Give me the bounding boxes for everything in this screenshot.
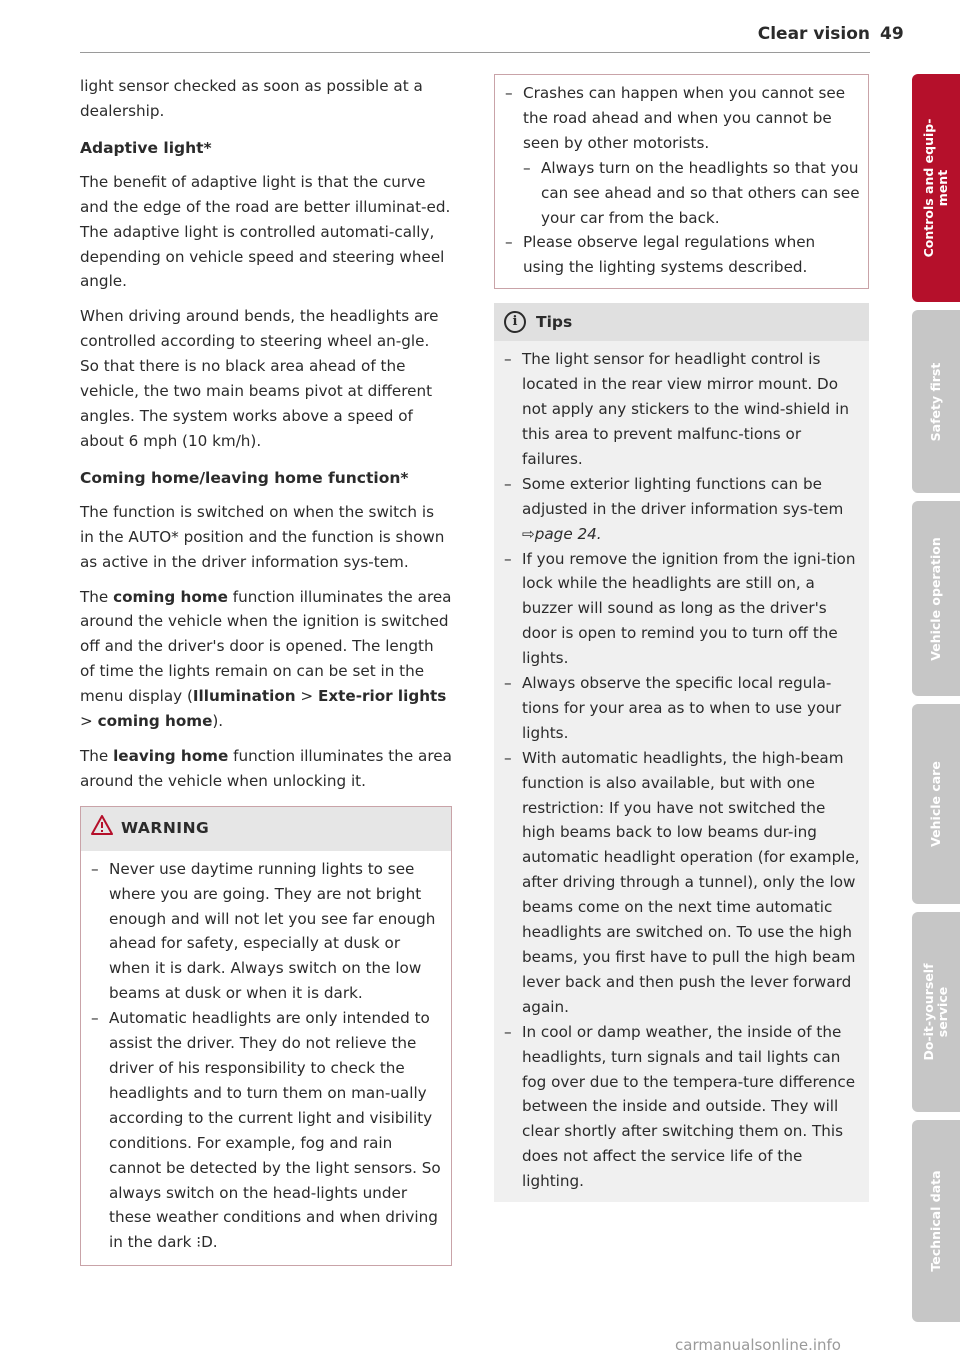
sub-list: [523, 156, 860, 231]
warning-box-continued: [494, 74, 869, 289]
side-tab-label: Technical data: [928, 1170, 943, 1272]
paragraph: light sensor checked as soon as possible at a dealership.: [80, 77, 423, 120]
list-item: – Automatic headlights are only intended to assist the driver. They do not relieve the driver of his responsibility to check the headlights and to turn them on man-ually according to the current light and visibility conditions. For example, fog and rain cannot be detected by the light sensors. So always switch on the head-lights under these weather conditions and when driving in the dark ⁝D.: [91, 1006, 443, 1255]
tips-list: [504, 347, 861, 1194]
list-item: – With automatic headlights, the high-beam function is also available, but with one restriction: If you have not switched the high beams back to low beams dur-ing automatic headlight operation (for example, after driving through a tunnel), only the low beams come on the next time automatic headlights are switched on. To use the high beams, you first have to pull the high beam lever back and then push the lever forward again.: [504, 746, 861, 1020]
side-tab-label: Safety first: [928, 362, 943, 441]
term-leaving-home: leaving home: [113, 746, 229, 765]
menu-illumination: Illumination: [192, 687, 296, 706]
warning-header: [81, 807, 451, 851]
left-column: [80, 74, 452, 1266]
paragraph-coming-home: [80, 585, 452, 734]
menu-exterior-lights: Exte-rior lights: [317, 687, 447, 706]
text: The: [80, 587, 114, 606]
side-tab-do-it-yourself[interactable]: [912, 912, 960, 1112]
term-coming-home: coming home: [113, 587, 228, 606]
tips-header: [494, 303, 869, 341]
side-tab-label: Do-it-yourself service: [921, 963, 950, 1061]
warning-box: [80, 806, 452, 1267]
list-item-text: Some exterior lighting functions can be adjusted in the driver information sys-tem: [522, 474, 844, 518]
header-divider: [80, 52, 870, 53]
warning-list: [505, 81, 860, 280]
side-tab-safety-first[interactable]: [912, 310, 960, 493]
side-tab-vehicle-care[interactable]: [912, 704, 960, 904]
info-icon: i: [504, 311, 526, 333]
side-tab-label: Vehicle care: [928, 761, 943, 847]
warning-title: WARNING: [121, 819, 210, 838]
side-tab-label: Controls and equip- ment: [921, 118, 950, 258]
list-item-text: Crashes can happen when you cannot see the road ahead and when you cannot be seen by other motorists.: [523, 84, 846, 152]
list-item: – Please observe legal regulations when using the lighting systems described.: [505, 230, 860, 280]
right-column: [494, 74, 869, 1202]
text: ).: [212, 712, 224, 731]
menu-separator: >: [295, 687, 318, 706]
list-item: – Always observe the specific local regula-tions for your area as to when to use your lights.: [504, 671, 861, 746]
menu-separator: >: [80, 712, 98, 731]
heading-coming-home: Coming home/leaving home function*: [80, 468, 409, 487]
list-item: – The light sensor for headlight control is located in the rear view mirror mount. Do not apply any stickers to the wind-shield in this area to prevent malfunc-tions or failures.: [504, 347, 861, 472]
list-item: – Never use daytime running lights to see where you are going. They are not bright enough and will not let you see far enough ahead for safety, especially at dusk or when it is dark. Always switch on the low beams at dusk or when it is dark.: [91, 857, 443, 1006]
tips-title: Tips: [536, 312, 573, 331]
paragraph: When driving around bends, the headlights are controlled according to steering wheel an-gle. So that there is no black area ahead of the vehicle, the two main beams pivot at different angles. The system works above a speed of about 6 mph (10 km/h).: [80, 307, 439, 450]
side-tab-controls[interactable]: [912, 74, 960, 302]
list-item: – If you remove the ignition from the igni-tion lock while the headlights are still on, a buzzer will sound as long as the driver's door is open to remind you to turn off the lights.: [504, 547, 861, 672]
heading-adaptive-light: Adaptive light*: [80, 138, 212, 157]
warning-triangle-icon: [91, 815, 113, 843]
text: The: [80, 746, 114, 765]
menu-coming-home: coming home: [97, 712, 213, 731]
tips-box: [494, 303, 869, 1202]
list-item: – In cool or damp weather, the inside of the headlights, turn signals and tail lights can fog over due to the tempera-ture difference between the inside and outside. They will clear shortly after switching them on. This does not affect the service life of the lighting.: [504, 1020, 861, 1194]
list-item: [504, 472, 861, 547]
list-item: [505, 81, 860, 230]
warning-list: [91, 857, 443, 1256]
list-item: – Always turn on the headlights so that you can see ahead and so that others can see your car from the back.: [523, 156, 860, 231]
side-tab-label: Vehicle operation: [928, 536, 943, 661]
page-reference-link[interactable]: ⇨page 24.: [522, 524, 602, 543]
header-title: Clear vision: [757, 24, 870, 44]
page-number: 49: [880, 24, 904, 44]
paragraph: The benefit of adaptive light is that the curve and the edge of the road are better illuminat-ed. The adaptive light is controlled automati-cally, depending on vehicle speed and steering wheel angle.: [80, 172, 451, 291]
text: function illuminates the area around the vehicle when unlocking it.: [80, 746, 452, 790]
side-tab-vehicle-operation[interactable]: [912, 501, 960, 696]
text: function illuminates the area around the vehicle when the ignition is switched off and the driver's door is opened. The length of time the lights remain on can be set in the menu display (: [80, 587, 452, 706]
paragraph: The function is switched on when the switch is in the AUTO* position and the function is shown as active in the driver information sys-tem.: [80, 502, 445, 571]
paragraph-leaving-home: [80, 744, 452, 794]
side-tab-technical-data[interactable]: [912, 1120, 960, 1322]
watermark: carmanualsonline.info: [675, 1336, 841, 1354]
